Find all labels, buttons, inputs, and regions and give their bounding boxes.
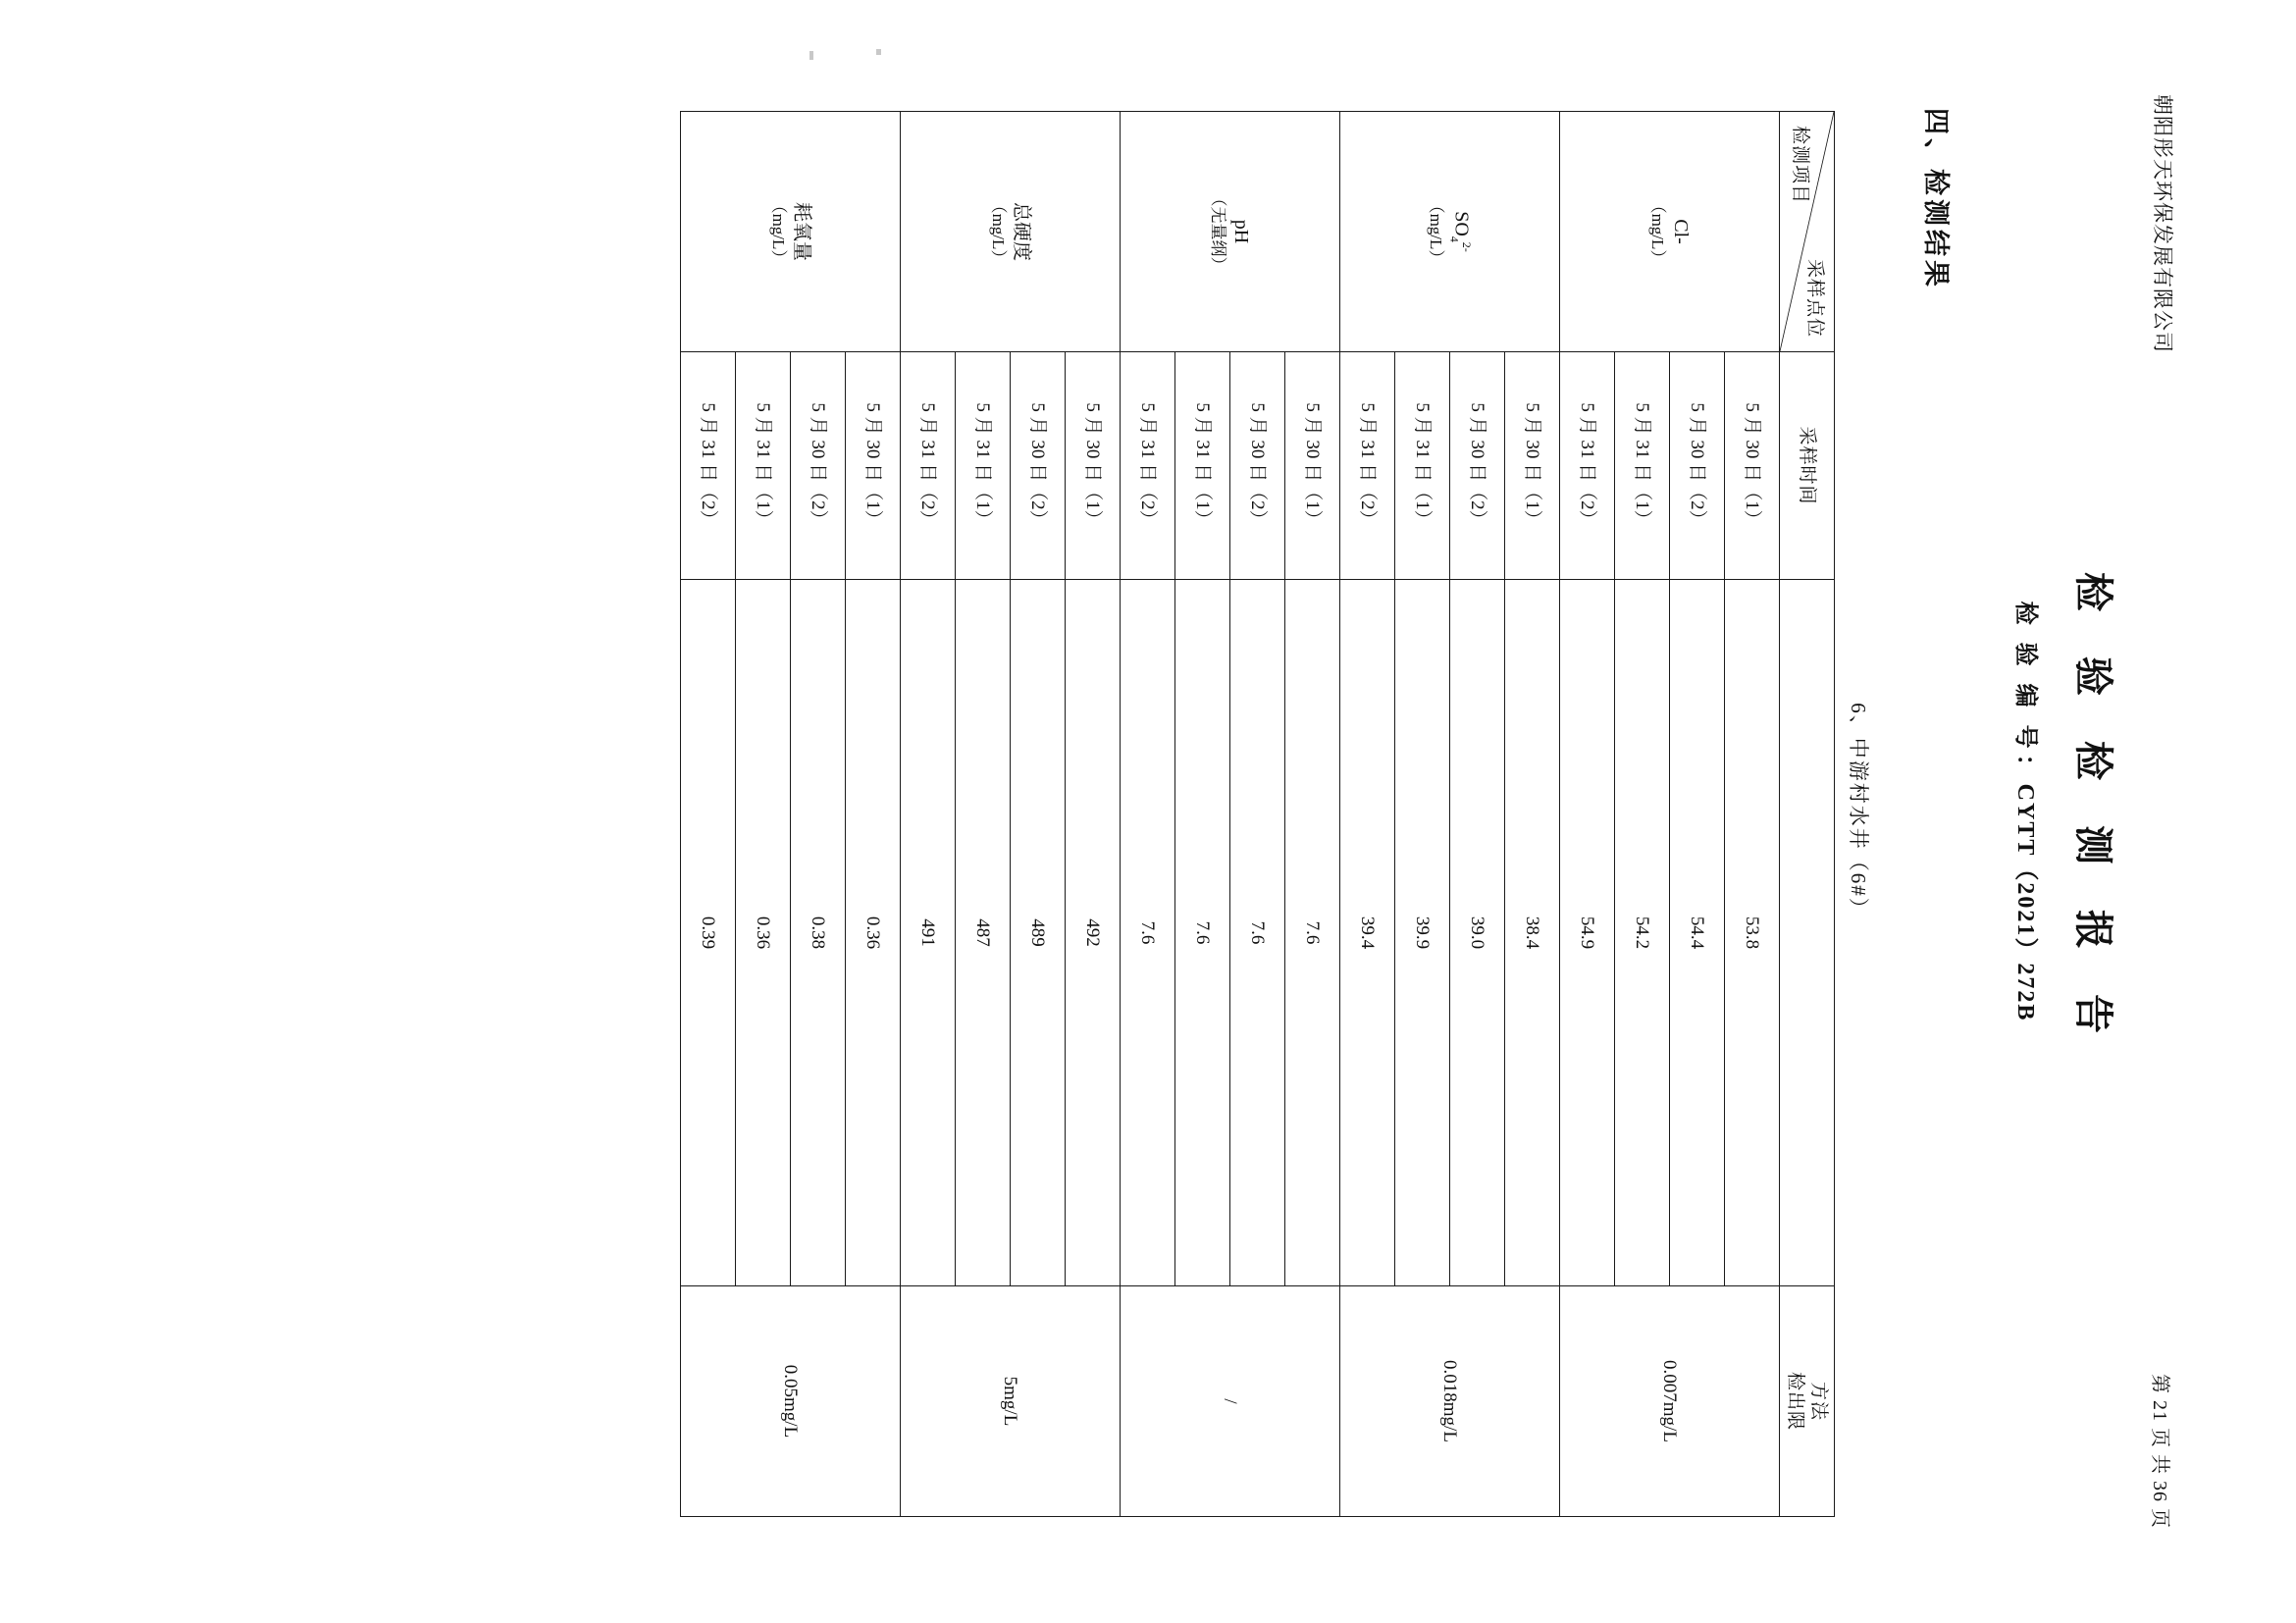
page-number: 第 21 页 共 36 页 <box>2149 1374 2170 1529</box>
results-table-body <box>681 112 1835 1517</box>
cell-detection-limit: 5mg/L <box>901 1286 1121 1517</box>
cell-sampling-time: 5 月 31 日（2） <box>681 352 736 580</box>
cell-test-item: Cl- （mg/L） <box>1560 112 1780 352</box>
table-row <box>1066 112 1121 1517</box>
cell-result-value: 38.4 <box>1505 580 1560 1286</box>
cell-result-value: 0.36 <box>846 580 901 1286</box>
cell-sampling-time: 5 月 30 日（2） <box>1670 352 1725 580</box>
cell-sampling-time: 5 月 31 日（2） <box>1340 352 1395 580</box>
table-row <box>846 112 901 1517</box>
cell-result-value: 487 <box>956 580 1011 1286</box>
cell-sampling-time: 5 月 31 日（2） <box>1560 352 1615 580</box>
cell-sampling-time: 5 月 31 日（1） <box>736 352 791 580</box>
cell-detection-limit: / <box>1121 1286 1340 1517</box>
cell-result-value: 7.6 <box>1175 580 1230 1286</box>
cell-detection-limit: 0.007mg/L <box>1560 1286 1780 1517</box>
cell-sampling-time: 5 月 30 日（2） <box>791 352 846 580</box>
cell-result-value: 0.39 <box>681 580 736 1286</box>
cell-result-value: 39.4 <box>1340 580 1395 1286</box>
table-row <box>1725 112 1780 1517</box>
cell-sampling-time: 5 月 31 日（1） <box>1175 352 1230 580</box>
cell-detection-limit: 0.018mg/L <box>1340 1286 1560 1517</box>
cell-result-value: 54.2 <box>1615 580 1670 1286</box>
cell-result-value: 0.36 <box>736 580 791 1286</box>
cell-sampling-time: 5 月 30 日（2） <box>1450 352 1505 580</box>
cell-result-value: 7.6 <box>1230 580 1285 1286</box>
results-table <box>680 111 1835 1517</box>
header-sample-point: 采样点位 <box>1804 258 1825 338</box>
cell-sampling-time: 5 月 31 日（1） <box>1395 352 1450 580</box>
cell-sampling-time: 5 月 30 日（1） <box>1285 352 1340 580</box>
cell-result-value: 7.6 <box>1121 580 1175 1286</box>
report-number-label: 检 验 编 号： <box>2012 601 2038 784</box>
header-cell-sample-axis <box>1780 112 1835 352</box>
header-cell-detection-limit: 方法 检出限 <box>1780 1286 1835 1517</box>
cell-detection-limit: 0.05mg/L <box>681 1286 901 1517</box>
sample-point-title: 6、中游村水井（6#） <box>1847 703 1870 920</box>
report-title: 检 验 检 测 报 告 <box>2071 572 2115 1051</box>
table-row <box>1285 112 1340 1517</box>
header-sample-time: 检测项目 <box>1789 126 1810 205</box>
cell-sampling-time: 5 月 31 日（1） <box>1615 352 1670 580</box>
cell-result-value: 53.8 <box>1725 580 1780 1286</box>
table-row <box>1505 112 1560 1517</box>
cell-result-value: 489 <box>1011 580 1066 1286</box>
header-cell-value <box>1780 580 1835 1286</box>
cell-result-value: 39.9 <box>1395 580 1450 1286</box>
cell-sampling-time: 5 月 30 日（2） <box>1230 352 1285 580</box>
table-header-row <box>1780 112 1835 1517</box>
cell-result-value: 7.6 <box>1285 580 1340 1286</box>
cell-result-value: 491 <box>901 580 956 1286</box>
cell-sampling-time: 5 月 31 日（2） <box>901 352 956 580</box>
cell-result-value: 39.0 <box>1450 580 1505 1286</box>
report-number <box>2011 0 2046 1623</box>
cell-sampling-time: 5 月 30 日（1） <box>1505 352 1560 580</box>
cell-sampling-time: 5 月 31 日（2） <box>1121 352 1175 580</box>
report-number-value: CYTT（2021）272B <box>2012 783 2038 1022</box>
cell-sampling-time: 5 月 30 日（1） <box>1066 352 1121 580</box>
company-name: 朝阳彤天环保发展有限公司 <box>2151 94 2174 353</box>
cell-result-value: 54.9 <box>1560 580 1615 1286</box>
cell-test-item: pH （无量纲） <box>1121 112 1340 352</box>
cell-result-value: 492 <box>1066 580 1121 1286</box>
cell-sampling-time: 5 月 30 日（2） <box>1011 352 1066 580</box>
cell-test-item: 总硬度 （mg/L） <box>901 112 1121 352</box>
cell-test-item: 耗氧量 （mg/L） <box>681 112 901 352</box>
cell-result-value: 0.38 <box>791 580 846 1286</box>
section-title: 四、检测结果 <box>1921 108 1951 290</box>
cell-result-value: 54.4 <box>1670 580 1725 1286</box>
header-cell-sampling-time: 采样时间 <box>1780 352 1835 580</box>
cell-sampling-time: 5 月 31 日（1） <box>956 352 1011 580</box>
cell-sampling-time: 5 月 30 日（1） <box>1725 352 1780 580</box>
cell-sampling-time: 5 月 30 日（1） <box>846 352 901 580</box>
cell-test-item: $SO_4^{2-}$ （mg/L） <box>1340 112 1560 352</box>
